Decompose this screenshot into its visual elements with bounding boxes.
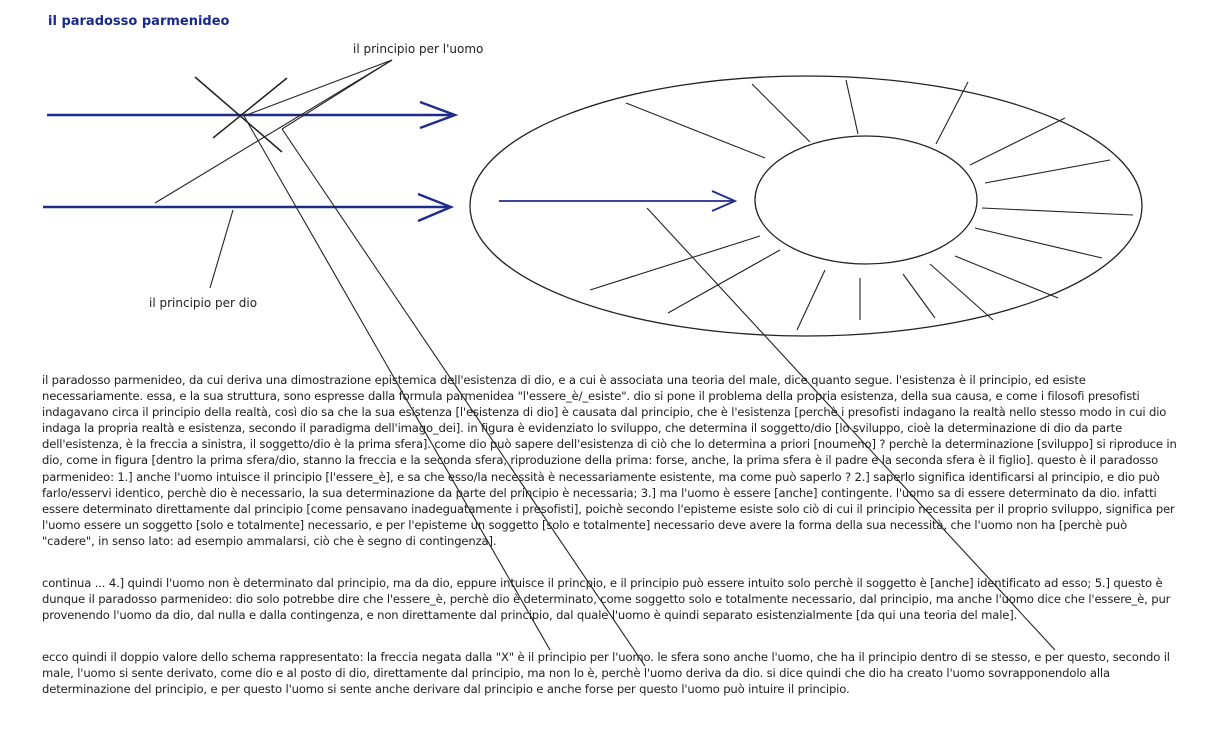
paragraph-3: ecco quindi il doppio valore dello schema rappresentato: la freccia negata dalla "X" è il principio per l'uomo. le sfera sono anche l'uomo, che ha il principio dentro di se stesso, e per questo, secondo il male, l'uomo si sente derivato, come dio e al posto di dio, direttamente dal principio, ma non lo è, perchè l'uomo deriva da dio. si dice quindi che dio ha creato l'uomo sovrapponendolo alla determinazione del principio, e per questo l'uomo si sente anche derivare dal principio e anche forse per questo l'uomo può intuire il principio. xyxy=(42,650,1170,697)
arrow-inner xyxy=(499,191,735,211)
arrow-principio-uomo xyxy=(47,102,455,128)
inner-sphere xyxy=(755,136,977,264)
paragraph-2: continua ... 4.] quindi l'uomo non è determinato dal principio, ma da dio, eppure intuisce il princpio, e il principio può essere intuito solo perchè il soggetto è [anche] identificato ad esso; 5.] questo è dunque il paradosso parmenideo: dio solo potrebbe dire che l'essere_è, perchè dio è determinato, come soggetto solo e totalmente necessario, dal principio, ma anche l'uomo dice che l'essere_è, pur provenendo l'uomo da dio, dal nulla e dalla contingenza, e non direttamente dal principio, dal quale l'uomo è quindi separato esistenzialmente [da qui una teoria del male]. xyxy=(42,576,1171,623)
label-principio-dio: il principio per dio xyxy=(149,296,258,310)
paragraph-1: il paradosso parmenideo, da cui deriva una dimostrazione epistemica dell'esistenza di dio, e a cui è associata una teoria del male, dice quanto segue. l'esistenza è il principio, ed esiste necessariamente. essa, e la sua struttura, sono espresse dalla formula parmenidea "l'essere_è/_esiste". dio si pone il problema della propria esistenza, della sua causa, e come i filosofi presofisti indagavano circa il principio della realtà, così dio sa che la sua esistenza [l'esistenza di dio] è causata dal principio, che è l'esistenza [perchè i presofisti indagano la realtà nello stesso modo in cui dio indaga la propria realtà e esistenza, secondo il paradigma dell'imago_dei]. in figura è evidenziato lo sviluppo, che determina il soggetto/dio [lo sviluppo, cioè la determinazione di dio da parte dell'esistenza, è la freccia a sinistra, il soggetto/dio è la prima sfera]. come dio può sapere dell'esistenza di ciò che lo determina a priori [noumeno] ? perchè la determinazione [sviluppo] si riproduce in dio, come in figura [dentro la prima sfera/dio, stanno la freccia e la seconda sfera, riproduzione della prima: forse, anche, la prima sfera è il padre e la seconda sfera è il figlio]. questo è il paradosso parmenideo: 1.] anche l'uomo intuisce il principio [l'essere_è], e sa che esso/la necessità è necessariamente esistente, ma come può saperlo ? 2.] saperlo significa identificarsi al principio, e dio può farlo/esservi identico, perchè dio è necessario, la sua determinazione da parte del principio è necessaria; 3.] ma l'uomo è essere [anche] contingente. l'uomo sa di essere determinato da dio. infatti essere determinato direttamente dal principio [come pensavano inadeguatamente i presofisti], poichè secondo l'episteme esiste solo ciò di cui il principio necessita per il proprio sviluppo, significa per l'uomo essere un soggetto [solo e totalmente] necessario, e per l'episteme un soggetto [solo e totalmente] necessario deve avere la forma della sua necessità, che l'uomo non ha [perchè può "cadere", in senso lato: ad esempio ammalarsi, ciò che è segno di contingenza]. xyxy=(42,373,1177,548)
label-principio-uomo: il principio per l'uomo xyxy=(353,42,484,56)
outer-sphere xyxy=(470,76,1142,336)
page-title: il paradosso parmenideo xyxy=(48,14,230,29)
arrow-principio-dio xyxy=(43,194,451,221)
arrows xyxy=(43,102,455,221)
